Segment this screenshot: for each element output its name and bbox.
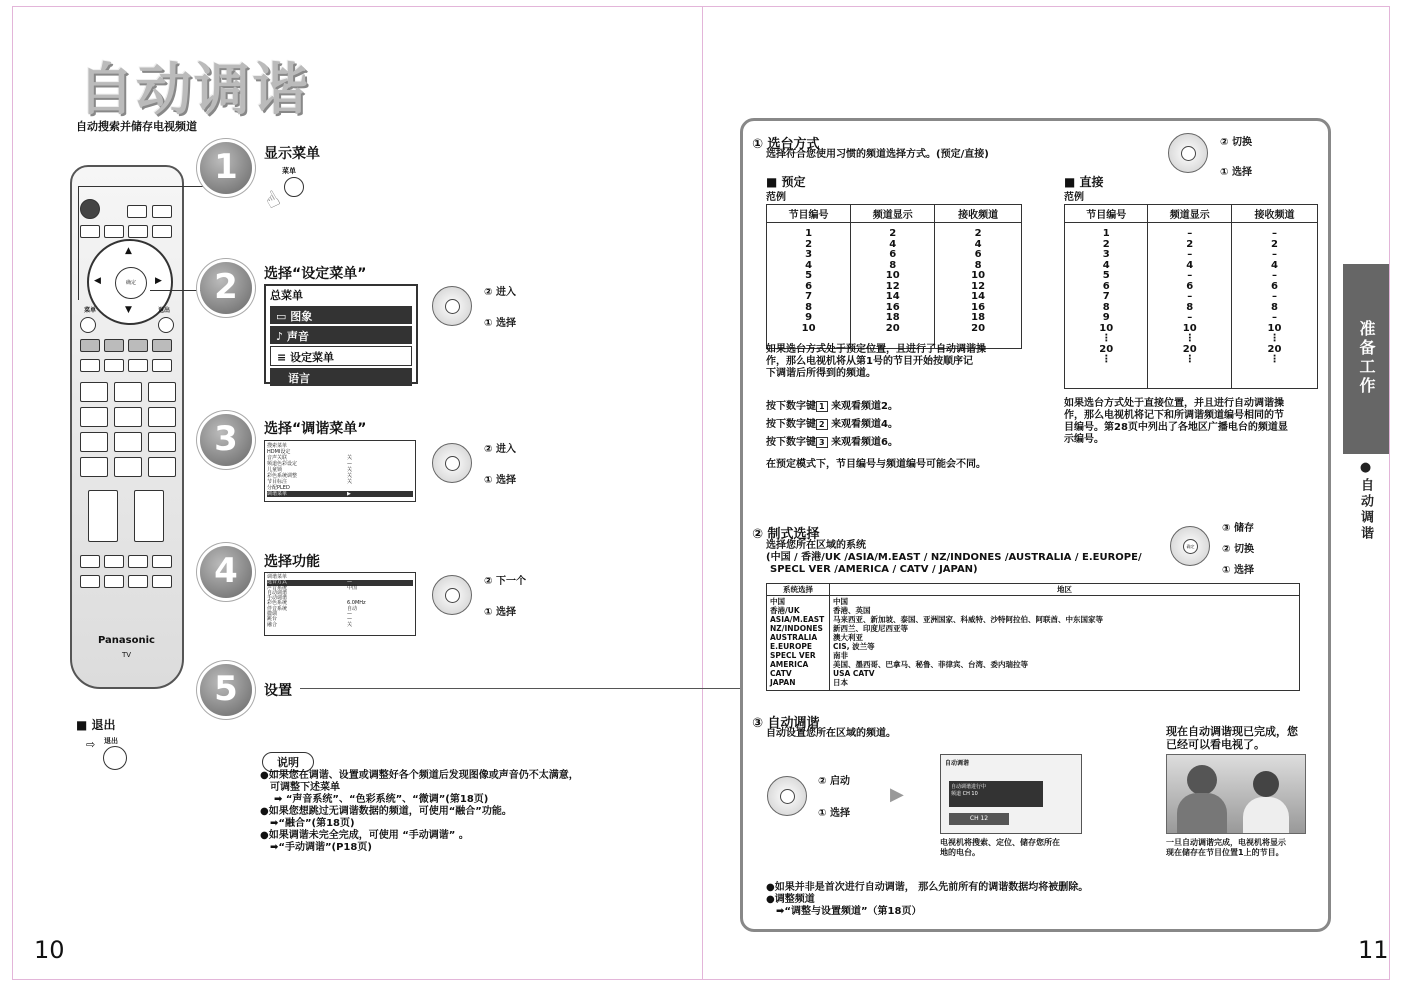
notes-head: 说明 <box>262 752 314 772</box>
section-2-title: ② 制式选择 <box>752 527 820 542</box>
section-3-desc: 自动设置您所在区域的频道。 <box>766 728 896 739</box>
section-1-switch-label: ② 切换 <box>1220 137 1252 148</box>
exit-head: ■ 退出 <box>76 718 116 732</box>
remote-color-key <box>152 339 172 352</box>
remote-number-key <box>148 432 176 452</box>
remote-exit-label: 退出 <box>158 307 171 314</box>
remote-number-key <box>148 382 176 402</box>
tune-menu-row: HDMI设定 <box>267 449 291 455</box>
menu-item-setup[interactable]: ≡ 设定菜单 <box>270 346 412 366</box>
remote-menu-label: 菜单 <box>84 307 97 314</box>
step-2-select-label: ① 选择 <box>484 318 516 329</box>
section-3-select-label: ① 选择 <box>818 808 850 819</box>
cursor-control-icon: 确定 <box>1170 526 1210 566</box>
step-3-title: 选择“调谐菜单” <box>264 421 367 437</box>
remote-key <box>152 575 172 588</box>
preset-head: ■ 预定 <box>766 175 806 189</box>
person-2-body <box>1243 797 1289 833</box>
preset-key-lines <box>766 398 898 452</box>
remote-key <box>104 555 124 568</box>
remote-key <box>104 225 124 238</box>
remote-model: TV <box>122 651 132 659</box>
number-key-2-icon: 2 <box>816 419 828 430</box>
picture-icon: ▭ <box>276 310 291 323</box>
remote-number-key <box>148 407 176 427</box>
function-menu-row: 声音系统 中国 <box>267 584 358 591</box>
section-3-start-label: ② 启动 <box>818 776 850 787</box>
remote-number-key <box>148 457 176 477</box>
section-2-select-label: ① 选择 <box>1222 565 1254 576</box>
section-1-title: ① 选台方式 <box>752 137 820 152</box>
remote-number-key <box>114 382 142 402</box>
tune-menu-row: 节目标注 关 <box>267 479 353 485</box>
section-2-desc: 选择您所在区域的系统 <box>766 540 866 551</box>
tune-menu-screen <box>264 440 416 502</box>
main-menu <box>264 284 418 384</box>
tune-menu-row: 频道色彩设定 — <box>267 461 352 467</box>
note-line: ●如果您在调谐、设置或调整好各个频道后发现图像或声音仍不太满意， <box>260 770 579 781</box>
step-5-title: 设置 <box>264 683 292 699</box>
screen-caption: 电视机将搜索、定位、储存您所在 地的电台。 <box>940 838 1060 857</box>
step-3-enter-label: ② 进入 <box>484 444 516 455</box>
chapter-tab <box>1343 264 1389 454</box>
callout-line <box>78 186 79 300</box>
step-2-circle: 2 <box>200 262 252 314</box>
power-button <box>80 199 100 219</box>
callout-line <box>78 186 208 187</box>
person-1-figure <box>1187 765 1217 795</box>
cursor-control-icon <box>432 575 472 615</box>
remote-key <box>152 205 172 218</box>
exit-button-label: 退出 <box>104 737 118 745</box>
direct-col-received: 接收频道 <box>1231 205 1317 223</box>
channel-rocker <box>134 490 164 542</box>
direct-received-values: – 2 – 4 – 6 – 8 – 10 ⋮ 20 ⋮ <box>1231 223 1317 389</box>
auto-tune-screen <box>940 754 1082 834</box>
area-col-head: 地区 <box>830 584 1300 596</box>
tune-menu-row: 搜索菜单 <box>267 443 288 449</box>
remote-color-key <box>80 339 100 352</box>
right-page-number: 11 <box>1358 936 1389 964</box>
function-menu-row: 调谐菜单 <box>267 574 288 580</box>
direct-program-values: 1 2 3 4 5 6 7 8 9 10 ⋮ 20 ⋮ <box>1065 223 1148 389</box>
screen-title: 自动调谐 <box>945 760 970 767</box>
section-1-desc: 选择符合您使用习惯的频道选择方式。(预定/直接) <box>766 149 989 160</box>
tune-menu-row: 分配PLED <box>267 485 290 491</box>
screen-channel-bar: CH 12 <box>949 813 1009 825</box>
remote-ok-button: 确定 <box>115 267 147 299</box>
remote-key <box>127 205 147 218</box>
tune-menu-row: 儿童锁 关 <box>267 467 353 473</box>
preset-example: 范例 <box>766 192 786 203</box>
section-1-select-label: ① 选择 <box>1220 167 1252 178</box>
remote-number-key <box>80 432 108 452</box>
volume-rocker <box>88 490 118 542</box>
function-menu-screen <box>264 572 416 636</box>
tune-complete-text: 现在自动调谐现已完成，您 已经可以看电视了。 <box>1166 725 1298 751</box>
remote-number-key <box>80 407 108 427</box>
step-4-next-label: ② 下一个 <box>484 576 526 587</box>
person-1-body <box>1177 793 1227 833</box>
number-key-1-icon: 1 <box>816 401 828 412</box>
remote-key <box>128 359 148 372</box>
exit-button-icon[interactable] <box>103 746 127 770</box>
left-page-number: 10 <box>34 936 65 964</box>
section-2-list-1: (中国 / 香港/UK /ASIA/M.EAST / NZ/INDONES /AUSTRALIA / E.EUROPE/ <box>766 552 1142 563</box>
section-2-switch-label: ② 切换 <box>1222 544 1254 555</box>
remote-key <box>80 359 100 372</box>
pressing-hand-icon: ☝ <box>260 186 285 215</box>
step-4-title: 选择功能 <box>264 554 320 570</box>
direct-head: ■ 直接 <box>1064 175 1104 189</box>
remote-key <box>152 555 172 568</box>
right-arrow-icon: ▶ <box>155 276 162 286</box>
preset-program-values: 1 2 3 4 5 6 7 8 9 10 <box>767 223 851 349</box>
direct-desc: 如果选台方式处于直接位置，并且进行自动调谐操 作，那么电视机将记下和所调谐频道编号相同的节 目编号。第28页中列出了各地区广播电台的频道显 示编号。 <box>1064 398 1288 445</box>
cursor-control-icon <box>1168 133 1208 173</box>
area-values: 中国 香港、英国 马来西亚、新加坡、泰国、亚洲国家、科威特、沙特阿拉伯、阿联酋、中东国家等 新西兰、印度尼西亚等 澳大利亚 CIS, 波兰等 南非 美国、墨西哥、巴拿马、秘鲁、菲律宾、台湾、委内瑞拉等 USA CATV 日本 <box>830 596 1300 691</box>
system-col-head: 系统选择 <box>767 584 830 596</box>
step-4-select-label: ① 选择 <box>484 607 516 618</box>
left-arrow-icon: ◀ <box>94 276 101 286</box>
remote-key <box>152 225 172 238</box>
menu-item-picture[interactable]: ▭ 图象 <box>270 306 412 324</box>
system-table <box>766 583 1300 691</box>
page-subtitle: 自动搜索并储存电视频道 <box>76 120 197 133</box>
step-5-circle: 5 <box>200 664 252 716</box>
section-3-notes: ●如果并非是首次进行自动调谐， 那么先前所有的调谐数据均将被删除。 ●调整频道 ➡“调整与设置频道”（第18页） <box>766 882 1089 917</box>
remote-number-key <box>114 407 142 427</box>
function-menu-row: 伴音系统 自动 <box>267 605 358 612</box>
remote-color-key <box>104 339 124 352</box>
preset-received-values: 2 4 6 8 10 12 14 16 18 20 <box>935 223 1022 349</box>
list-icon: ≡ <box>277 351 291 364</box>
system-values: 中国 香港/UK ASIA/M.EAST NZ/INDONES AUSTRALIA E.EUROPE SPECL VER AMERICA CATV JAPAN <box>767 596 830 691</box>
direct-example: 范例 <box>1064 192 1084 203</box>
cursor-control-icon <box>432 286 472 326</box>
direct-col-display: 频道显示 <box>1148 205 1231 223</box>
function-menu-row: 彩色系统 6.0MHz <box>267 600 366 607</box>
remote-key <box>128 225 148 238</box>
menu-item-language[interactable]: 语言 <box>270 368 412 386</box>
step-4-circle: 4 <box>200 546 252 598</box>
direct-display-values: – 2 – 4 – 6 – 8 – 10 ⋮ 20 ⋮ <box>1148 223 1231 389</box>
note-line: ●如果调谐未完全完成，可使用 “手动调谐” 。 <box>260 830 469 841</box>
function-menu-row: 手动调谐 <box>267 595 288 602</box>
remote-color-key <box>128 339 148 352</box>
menu-button-icon[interactable] <box>284 177 304 197</box>
page-title: 自动调谐 <box>78 58 310 123</box>
direct-table <box>1064 204 1318 389</box>
key-line-2: 按下数字键 2 来观看频道4。 <box>766 419 899 430</box>
function-menu-row: 自动调谐 <box>267 589 288 596</box>
number-key-3-icon: 3 <box>816 437 828 448</box>
remote-brand: Panasonic <box>98 635 155 646</box>
remote-key <box>80 317 96 333</box>
preset-table <box>766 204 1022 349</box>
function-menu-row: 微调 — <box>267 611 352 618</box>
music-note-icon: ♪ <box>276 330 287 343</box>
arrow-right-icon: ⇨ <box>86 738 96 751</box>
tune-menu-row-selected: 调谐菜单 ▶ <box>267 491 413 497</box>
remote-key <box>152 359 172 372</box>
remote-key <box>80 575 100 588</box>
notes-body <box>260 770 680 854</box>
remote-key <box>104 359 124 372</box>
tune-menu-row: 音声关联 关 <box>267 455 353 461</box>
key-line-1: 按下数字键 1 来观看频道2。 <box>766 401 899 412</box>
main-menu-header: 总菜单 <box>270 289 303 302</box>
preset-footer: 在预定模式下，节目编号与频道编号可能会不同。 <box>766 459 986 470</box>
menu-item-sound[interactable]: ♪ 声音 <box>270 326 412 344</box>
function-menu-row: 跳台 — <box>267 616 352 623</box>
preset-desc: 如果选台方式处于预定位置，且进行了自动调谐操 作，那么电视机将从第1号的节目开始按顺序记 下调谐后所得到的频道。 <box>766 344 986 379</box>
tv-viewers-image <box>1166 754 1306 834</box>
chapter-subtab-label: ●自动调谐 <box>1358 460 1373 542</box>
menu-button-label: 菜单 <box>282 167 296 175</box>
screen-progress-box: 自动调谐进行中 频道 CH 10 <box>949 781 1043 807</box>
direct-col-program: 节目编号 <box>1065 205 1148 223</box>
note-line: ➡“手动调谐”(P18页) <box>270 842 372 853</box>
step-3-select-label: ① 选择 <box>484 475 516 486</box>
function-menu-row: 融合 关 <box>267 621 353 628</box>
section-3-title: ③ 自动调谐 <box>752 716 820 731</box>
remote-key <box>158 317 174 333</box>
connector-line <box>300 688 740 689</box>
remote-number-key <box>80 382 108 402</box>
remote-key <box>128 555 148 568</box>
section-2-store-label: ③ 储存 <box>1222 523 1254 534</box>
cursor-control-icon <box>432 443 472 483</box>
preset-col-program: 节目编号 <box>767 205 851 223</box>
step-1-circle: 1 <box>200 142 252 194</box>
cursor-control-icon <box>767 776 807 816</box>
note-line: ➡“融合”(第18页) <box>270 818 355 829</box>
preset-col-display: 频道显示 <box>851 205 935 223</box>
remote-number-key <box>114 432 142 452</box>
key-line-3: 按下数字键 3 来观看频道6。 <box>766 437 899 448</box>
step-1-title: 显示菜单 <box>264 146 320 162</box>
chapter-tab-label: 准备工作 <box>1357 320 1376 396</box>
remote-control <box>70 165 184 689</box>
note-line: ➡ “声音系统”、“色彩系统”、“微调”(第18页) <box>274 794 489 805</box>
remote-number-key <box>80 457 108 477</box>
preset-col-received: 接收频道 <box>935 205 1022 223</box>
person-2-figure <box>1253 771 1279 797</box>
note-line: ●如果您想跳过无调谐数据的频道，可使用“融合”功能。 <box>260 806 512 817</box>
preset-display-values: 2 4 6 8 10 12 14 16 18 20 <box>851 223 935 349</box>
remote-key <box>104 575 124 588</box>
tune-complete-caption: 一旦自动调谐完成，电视机将显示 现在储存在节目位置1上的节目。 <box>1166 838 1286 857</box>
remote-key <box>128 575 148 588</box>
note-line: 可调整下述菜单 <box>270 782 340 793</box>
up-arrow-icon: ▲ <box>125 246 132 256</box>
down-arrow-icon: ▼ <box>125 305 132 315</box>
step-3-circle: 3 <box>200 414 252 466</box>
step-2-title: 选择“设定菜单” <box>264 266 367 282</box>
remote-number-key <box>114 457 142 477</box>
tune-menu-row: 彩色系统调整 关 <box>267 473 353 479</box>
arrow-right-icon: ▶ <box>890 784 904 805</box>
function-menu-row-selected: 选台方式 — <box>267 580 413 585</box>
remote-key <box>80 225 100 238</box>
remote-key <box>80 555 100 568</box>
section-2-list-2: SPECL VER /AMERICA / CATV / JAPAN) <box>770 564 978 575</box>
step-2-enter-label: ② 进入 <box>484 287 516 298</box>
